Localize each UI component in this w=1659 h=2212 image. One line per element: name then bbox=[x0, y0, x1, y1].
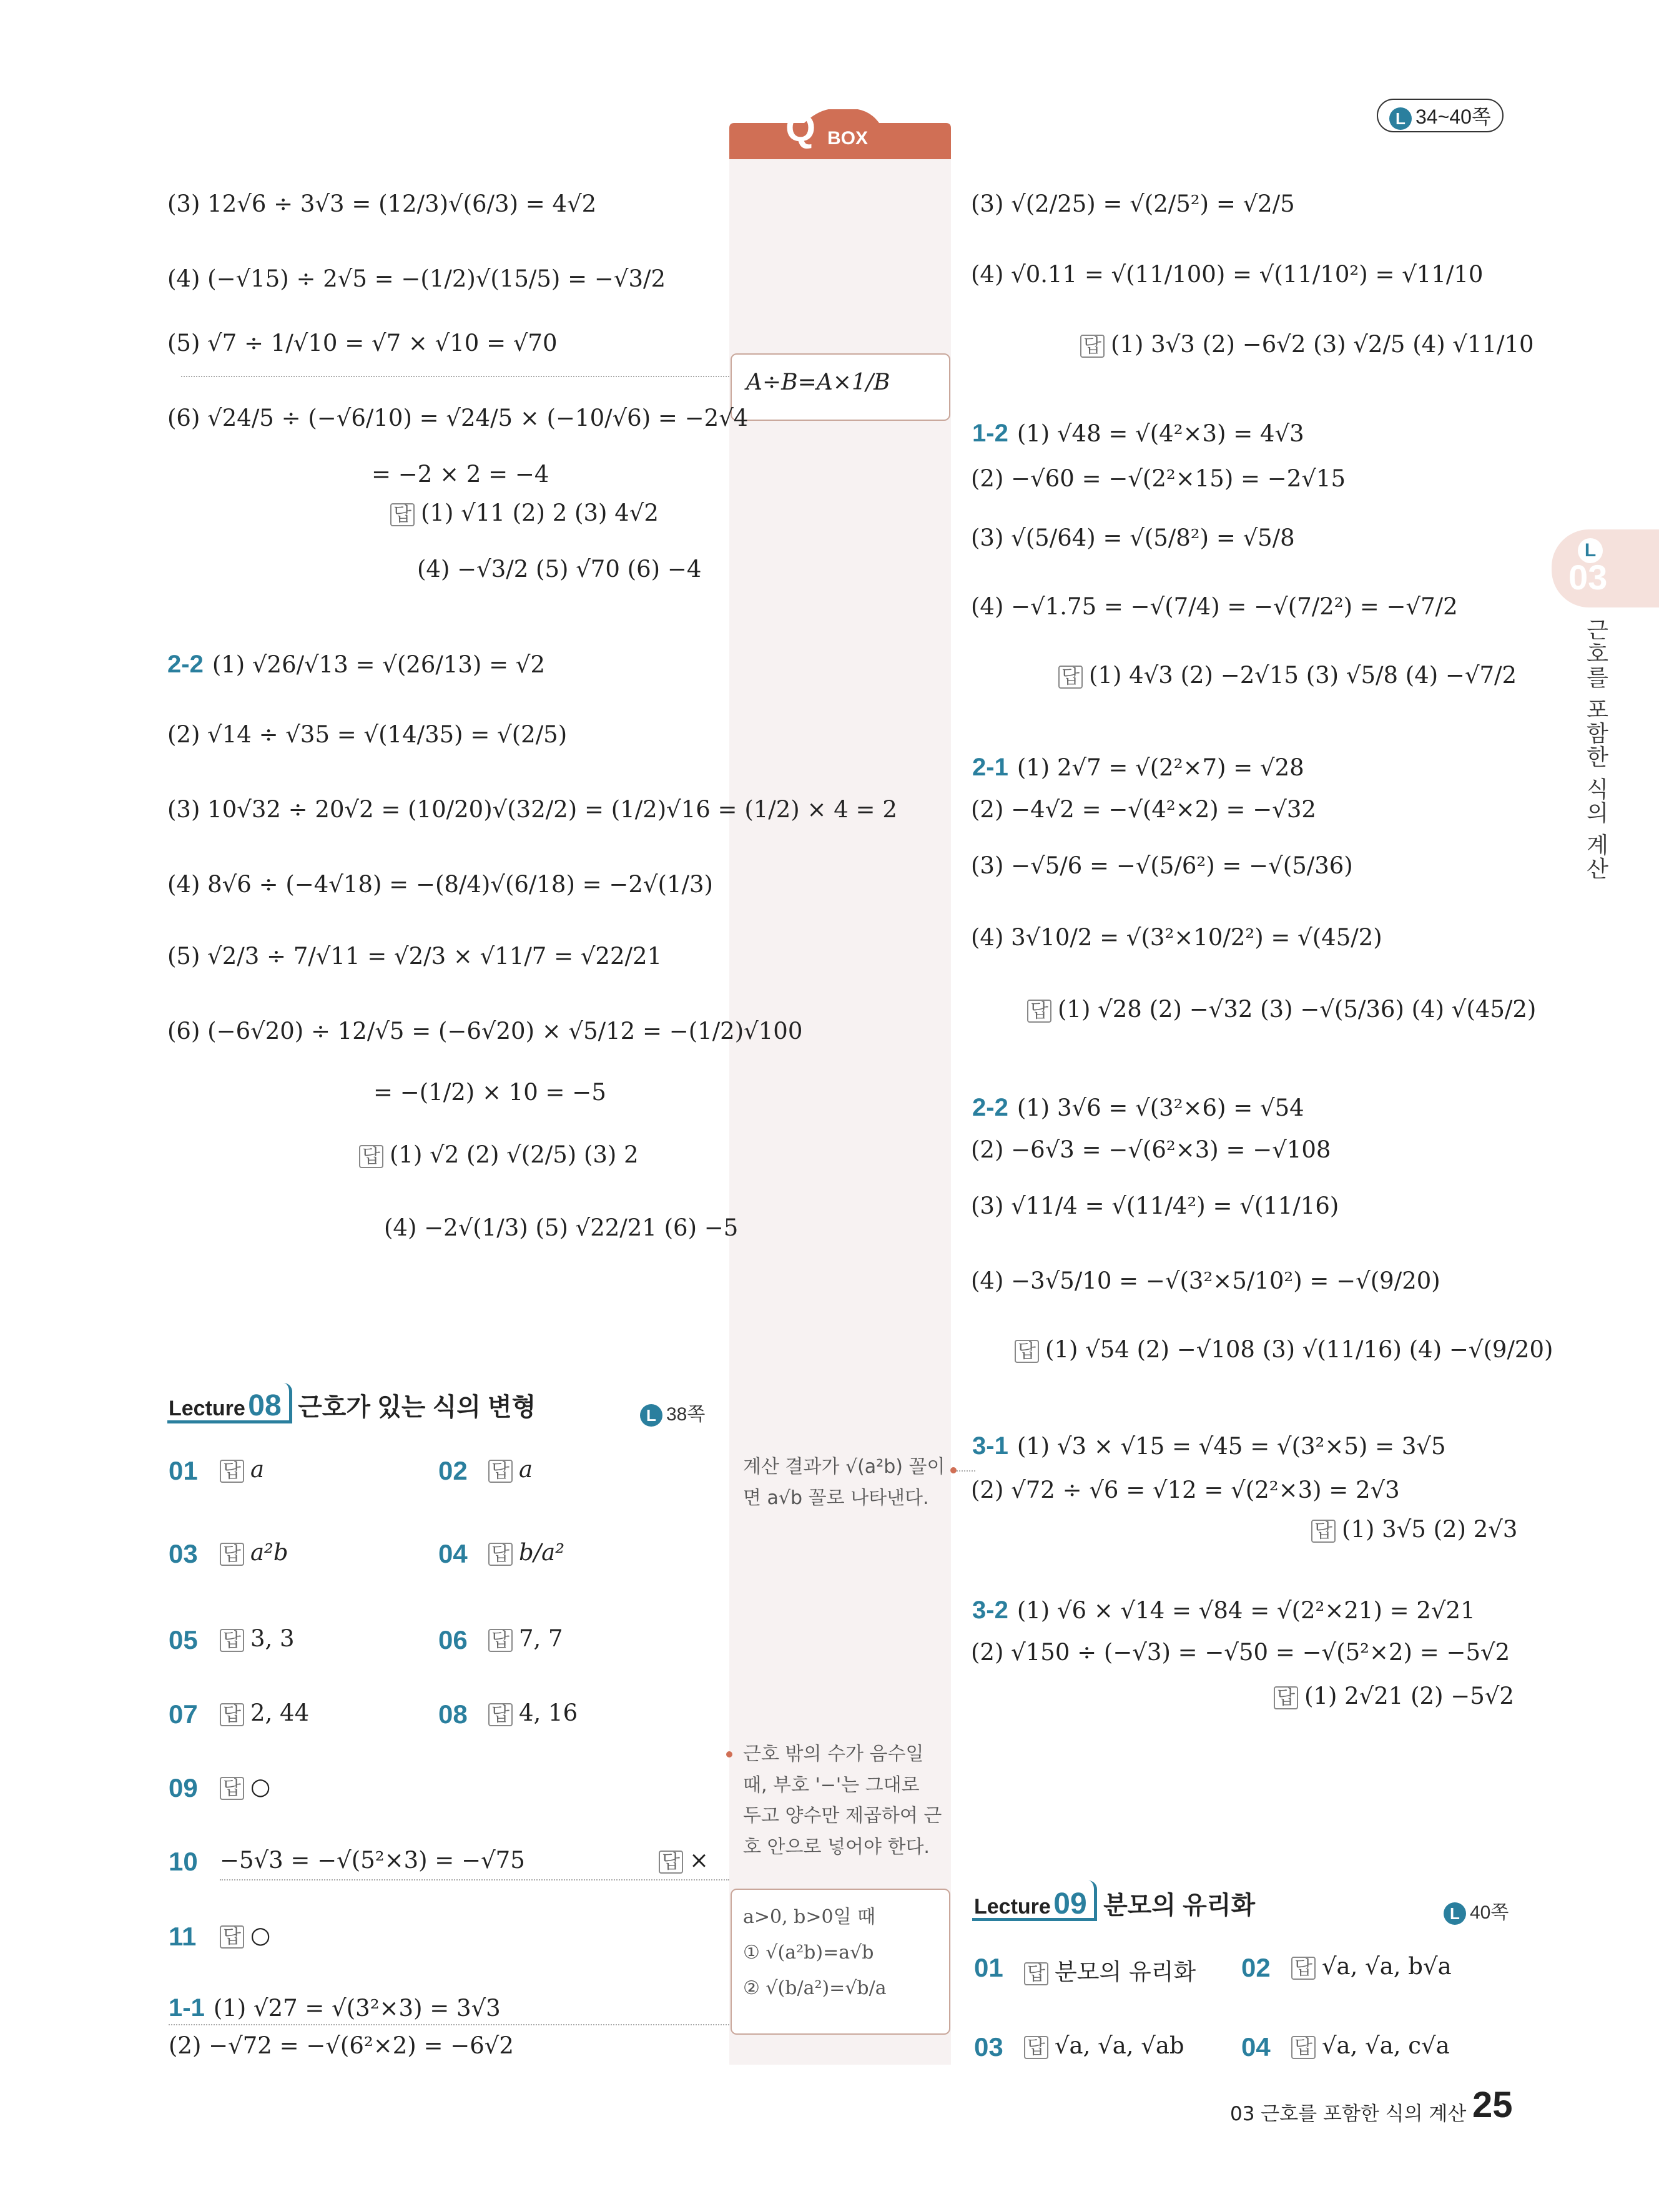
lecture-icon: L bbox=[640, 1404, 662, 1427]
eq-line: 1-1 (1) √27 = √(3²×3) = 3√3 bbox=[169, 1994, 501, 2022]
page-number: 25 bbox=[1472, 2085, 1513, 2125]
eq-line: 3-2 (1) √6 × √14 = √84 = √(2²×21) = 2√21 bbox=[972, 1596, 1475, 1624]
item-answer: 답 a²b bbox=[220, 1539, 288, 1566]
item-number: 02 bbox=[1241, 1953, 1271, 1982]
problem-label: 1-1 bbox=[169, 1994, 205, 2022]
eq-line: 3-1 (1) √3 × √15 = √45 = √(3²×5) = 3√5 bbox=[972, 1432, 1446, 1460]
eq-line: (3) 12√6 ÷ 3√3 = (12/3)√(6/3) = 4√2 bbox=[167, 190, 597, 217]
answer-line: 답 (1) √2 (2) √(2/5) (3) 2 bbox=[359, 1141, 639, 1169]
eq-line: (6) (−6√20) ÷ 12/√5 = (−6√20) × √5/12 = −(1/2)√100 bbox=[167, 1018, 803, 1045]
item-number: 02 bbox=[438, 1456, 468, 1485]
item-number: 11 bbox=[169, 1922, 197, 1951]
connector-line bbox=[957, 1470, 975, 1472]
eq-line: (4) 8√6 ÷ (−4√18) = −(8/4)√(6/18) = −2√(1/3) bbox=[167, 871, 713, 898]
item-number: 07 bbox=[169, 1699, 198, 1729]
eq-line: (6) √24/5 ÷ (−√6/10) = √24/5 × (−10/√6) = −2√4 bbox=[167, 405, 749, 431]
item-answer: 답 7, 7 bbox=[488, 1625, 563, 1652]
answer-line: 답 (1) 3√3 (2) −6√2 (3) √2/5 (4) √11/10 bbox=[1080, 331, 1534, 358]
eq-line: 2-2 (1) 3√6 = √(3²×6) = √54 bbox=[972, 1094, 1304, 1121]
item-answer: 답 3, 3 bbox=[220, 1625, 295, 1652]
item-answer: 답 a bbox=[488, 1456, 533, 1483]
eq-line: (3) √(2/25) = √(2/5²) = √2/5 bbox=[971, 190, 1295, 217]
lecture-icon: L bbox=[1578, 538, 1603, 563]
eq-line: (3) −√5/6 = −√(5/6²) = −√(5/36) bbox=[971, 852, 1353, 879]
item-answer: 답 b/a² bbox=[488, 1539, 564, 1566]
problem-label: 1-2 bbox=[972, 420, 1008, 447]
eq-line: (4) −3√5/10 = −√(3²×5/10²) = −√(9/20) bbox=[971, 1267, 1440, 1294]
answer-mark: 답 bbox=[1027, 1000, 1051, 1023]
problem-label: 2-2 bbox=[167, 651, 204, 678]
eq-line: (3) 10√32 ÷ 20√2 = (10/20)√(32/2) = (1/2)√16 = (1/2) × 4 = 2 bbox=[167, 796, 897, 823]
eq-line: (2) −√60 = −√(2²×15) = −2√15 bbox=[971, 465, 1346, 492]
lecture-09-page: L 40쪽 bbox=[1444, 1897, 1509, 1925]
connector-line bbox=[220, 1879, 729, 1880]
answer-line: 답 (1) 4√3 (2) −2√15 (3) √5/8 (4) −√7/2 bbox=[1058, 662, 1517, 689]
problem-label: 2-1 bbox=[972, 754, 1008, 781]
lecture-icon: L bbox=[1389, 107, 1412, 130]
answer-mark: 답 bbox=[1080, 335, 1105, 358]
eq-line: (5) √2/3 ÷ 7/√11 = √2/3 × √11/7 = √22/21 bbox=[167, 943, 662, 970]
answer-mark: 답 bbox=[1058, 666, 1083, 689]
item-answer: 답 √a, √a, c√a bbox=[1291, 2032, 1450, 2059]
item-answer: 답 a bbox=[220, 1456, 264, 1483]
item-answer: 답 √a, √a, b√a bbox=[1291, 1953, 1452, 1980]
answer-mark: 답 bbox=[1015, 1340, 1039, 1363]
item-answer: 답 ○ bbox=[220, 1922, 270, 1949]
answer-line: 답 (1) 3√5 (2) 2√3 bbox=[1311, 1516, 1517, 1543]
answer-line: 답 (1) √11 (2) 2 (3) 4√2 bbox=[390, 499, 659, 527]
item-answer: 답 분모의 유리화 bbox=[1024, 1953, 1196, 1987]
problem-label: 2-2 bbox=[972, 1094, 1008, 1121]
item-number: 08 bbox=[438, 1699, 468, 1729]
connector-line bbox=[169, 2024, 729, 2025]
eq-line: (3) √(5/64) = √(5/8²) = √5/8 bbox=[971, 524, 1295, 551]
answer-mark: 답 bbox=[1274, 1686, 1298, 1709]
item-number: 04 bbox=[1241, 2032, 1271, 2062]
item-number: 05 bbox=[169, 1625, 198, 1654]
note-marker bbox=[950, 1467, 957, 1473]
eq-line: (2) −6√3 = −√(6²×3) = −√108 bbox=[971, 1136, 1331, 1163]
eq-line: (4) √0.11 = √(11/100) = √(11/10²) = √11/10 bbox=[971, 261, 1484, 288]
answer-mark: 답 bbox=[390, 503, 415, 526]
problem-label: 3-2 bbox=[972, 1596, 1008, 1624]
eq-line: (4) 3√10/2 = √(3²×10/2²) = √(45/2) bbox=[971, 924, 1382, 951]
eq-line: 2-1 (1) 2√7 = √(2²×7) = √28 bbox=[972, 754, 1304, 781]
eq-line: (3) √11/4 = √(11/4²) = √(11/16) bbox=[971, 1192, 1339, 1219]
problem-label: 3-1 bbox=[972, 1432, 1008, 1460]
eq-line: (2) √150 ÷ (−√3) = −√50 = −√(5²×2) = −5√2 bbox=[971, 1639, 1510, 1666]
item-answer: 답 ○ bbox=[220, 1773, 270, 1800]
eq-line: 1-2 (1) √48 = √(4²×3) = 4√3 bbox=[972, 420, 1304, 447]
qbox-note-1: 계산 결과가 √(a²b) 꼴이 면 a√b 꼴로 나타낸다. bbox=[743, 1456, 945, 1509]
qbox-rule-text: a>0, b>0일 때 ① √(a²b)=a√b ② √(b/a²)=√b/a bbox=[743, 1906, 887, 1999]
answer-mark: 답 bbox=[359, 1145, 383, 1168]
note-marker bbox=[726, 1751, 732, 1757]
item-answer: 답 2, 44 bbox=[220, 1699, 309, 1726]
connector-line bbox=[181, 376, 729, 377]
answer-line: 답 (1) √28 (2) −√32 (3) −√(5/36) (4) √(45/2) bbox=[1027, 996, 1536, 1023]
eq-line: (2) √72 ÷ √6 = √12 = √(2²×3) = 2√3 bbox=[971, 1477, 1400, 1503]
footer-chapter: 03 근호를 포함한 식의 계산 bbox=[1230, 2103, 1467, 2125]
lecture-08-heading: Lecture 08 근호가 있는 식의 변형 bbox=[169, 1389, 536, 1422]
item-number: 06 bbox=[438, 1625, 468, 1654]
eq-line: = −2 × 2 = −4 bbox=[372, 461, 549, 488]
chapter-side-title: 근호를 포함한 식의 계산 bbox=[1583, 618, 1608, 881]
answer-line: 답 (1) 2√21 (2) −5√2 bbox=[1274, 1683, 1514, 1710]
item-number: 10 bbox=[169, 1847, 198, 1876]
item-answer: 답 4, 16 bbox=[488, 1699, 578, 1726]
page-ref-top: L 34~40쪽 bbox=[1377, 99, 1504, 132]
item-answer: −5√3 = −√(5²×3) = −√75 bbox=[220, 1847, 525, 1874]
lecture-09-heading: Lecture 09 분모의 유리화 bbox=[974, 1887, 1256, 1920]
eq-line: = −(1/2) × 10 = −5 bbox=[373, 1079, 606, 1106]
qbox-note-2: 근호 밖의 수가 음수일 때, 부호 '−'는 그대로 두고 양수만 제곱하여 근 호 안으로 넣어야 한다. bbox=[743, 1743, 942, 1858]
eq-line: (4) (−√15) ÷ 2√5 = −(1/2)√(15/5) = −√3/2 bbox=[167, 265, 666, 292]
answer-line: 답 (1) √54 (2) −√108 (3) √(11/16) (4) −√(9/20) bbox=[1015, 1336, 1553, 1364]
answer-line: (4) −√3/2 (5) √70 (6) −4 bbox=[417, 556, 702, 582]
item-number: 09 bbox=[169, 1773, 198, 1802]
item-number: 03 bbox=[169, 1539, 198, 1568]
item-number: 04 bbox=[438, 1539, 468, 1568]
lecture-icon: L bbox=[1444, 1902, 1466, 1925]
answer-mark: 답 bbox=[1311, 1520, 1336, 1543]
eq-line: (4) −√1.75 = −√(7/4) = −√(7/2²) = −√7/2 bbox=[971, 593, 1458, 620]
eq-line: (2) −√72 = −√(6²×2) = −6√2 bbox=[169, 2032, 514, 2059]
qbox-title: Q bbox=[785, 107, 816, 150]
item-number: 03 bbox=[974, 2032, 1003, 2062]
answer-line: (4) −2√(1/3) (5) √22/21 (6) −5 bbox=[384, 1214, 739, 1241]
qbox-subtitle: BOX bbox=[827, 128, 869, 149]
lecture-08-page: L 38쪽 bbox=[640, 1398, 705, 1427]
eq-line: 2-2 (1) √26/√13 = √(26/13) = √2 bbox=[167, 651, 546, 678]
item-number: 01 bbox=[974, 1953, 1003, 1982]
item-number: 01 bbox=[169, 1456, 198, 1485]
eq-line: (2) √14 ÷ √35 = √(14/35) = √(2/5) bbox=[167, 721, 568, 748]
eq-line: (2) −4√2 = −√(4²×2) = −√32 bbox=[971, 796, 1316, 823]
item-answer: 답 √a, √a, √ab bbox=[1024, 2032, 1184, 2059]
chapter-number: 03 bbox=[1568, 558, 1608, 597]
item-mark: 답 × bbox=[659, 1847, 709, 1874]
eq-line: (5) √7 ÷ 1/√10 = √7 × √10 = √70 bbox=[167, 330, 558, 356]
qbox-division-rule: A÷B=A×1/B bbox=[746, 370, 890, 395]
